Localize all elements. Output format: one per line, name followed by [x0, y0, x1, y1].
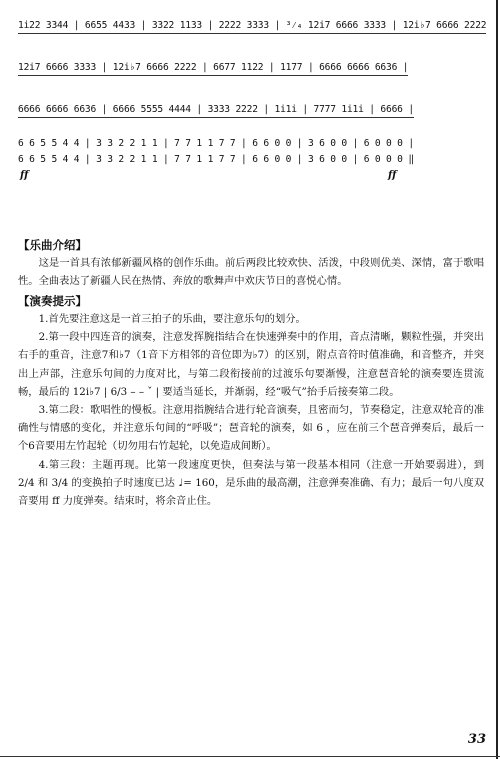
score-row-final	[18, 136, 480, 188]
score-row	[18, 94, 480, 136]
page-edge	[496, 0, 498, 759]
score-notes-upper: 6 6 5 5 4 4 | 3 3 2 2 1 1 | 7 7 1 1 7 7 | 6 6 0 0 | 3 6 0 0 | 6 0 0 0 |	[18, 138, 414, 149]
music-score	[18, 10, 487, 188]
tip-1: 1.首先要注意这是一首三拍子的乐曲，要注意乐句的划分。	[38, 313, 306, 325]
score-notes: 12i7 6666 3333 | 12i♭7 6666 2222 | 6677 1122 | 1177 | 6666 6666 6636 |	[18, 62, 409, 73]
page-number: 33	[467, 732, 486, 747]
intro-section	[18, 236, 484, 290]
tip-4: 4.第三段：主题再现。比第一段速度更快，但奏法与第一段基本相同（注意一开始要弱进），到 2/4 和 3/4 的变换拍子时速度已达 ♩= 160，是乐曲的最高潮，注意弹奏准确、有力；最后一句八度双音要用 ff 力度弹奏。结束时，将余音止住。	[18, 458, 484, 508]
dynamic-mark: ff	[388, 170, 397, 181]
tips-heading: 【演奏提示】	[18, 294, 87, 308]
dynamic-mark: ff	[20, 170, 29, 181]
score-row	[18, 52, 480, 94]
score-notes: 6666 6666 6636 | 6666 5555 4444 | 3333 2222 | 1i1i | 7777 1i1i | 6666 |	[18, 104, 414, 115]
score-notes: 1i22 3344 | 6655 4433 | 3322 1133 | 2222 3333 | ³⁄₄ 12i7 6666 3333 | 12i♭7 6666 2222	[18, 20, 487, 31]
intro-text: 这是一首具有浓郁新疆风格的创作乐曲。前后两段比较欢快、活泼，中段则优美、深情，富于歌唱性。全曲表达了新疆人民在热情、奔放的歌舞声中欢庆节日的喜悦心情。	[18, 257, 484, 288]
score-row	[18, 10, 487, 52]
tip-3: 3.第二段：歌唱性的慢板。注意用指腕结合进行轮音演奏，且密而匀，节奏稳定，注意双轮音的准确性与情感的变化，并注意乐句间的“呼吸”；琶音轮的演奏，如 6 ，应在前三个琶音弹奏后，最后一个6音要用左竹起轮（切勿用右竹起轮，以免造成间断）。	[18, 404, 484, 453]
intro-heading: 【乐曲介绍】	[18, 238, 87, 252]
score-notes-lower: 6 6 5 5 4 4 | 3 3 2 2 1 1 | 7 7 1 1 7 7 | 6 6 0 0 | 3 6 0 0 | 6 0 0 0 ‖	[18, 154, 414, 165]
tips-section	[18, 292, 484, 510]
tip-2: 2.第一段中四连音的演奏，注意发挥腕指结合在快速弹奏中的作用，音点清晰，颗粒性强，并突出右手的重音，注意7和♭7（1音下方相邻的音位即为♭7）的区别，附点音符时值准确，和音整齐，并突出上声部，注意乐句间的力度对比，与第二段衔接前的过渡乐句要渐慢，注意琶音轮的演奏要连贯流畅，最后的 12i♭7 | 6/3 – – ˇ | 要适当延长，并渐弱，经“吸气”抬手后接奏第二段。	[18, 331, 484, 398]
bottom-rule	[0, 756, 500, 757]
